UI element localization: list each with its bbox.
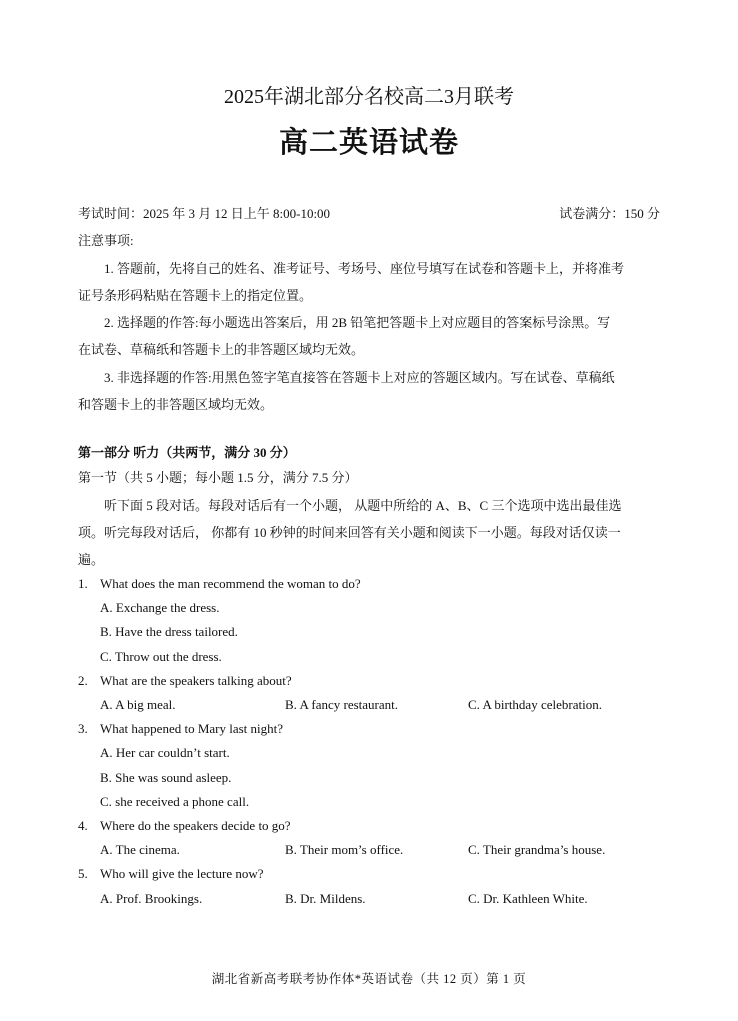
section1-heading: 第一节（共 5 小题；每小题 1.5 分，满分 7.5 分） [78,470,358,485]
answer-option: A. The cinema. [100,842,180,858]
answer-option: B. A fancy restaurant. [285,697,398,712]
question-text: Where do the speakers decide to go? [100,818,291,833]
question-text: What happened to Mary last night? [100,721,284,737]
notice-line: 3. 非选择题的作答:用黑色签字笔直接答在答题卡上对应的答题区域内。写在试卷、草稿纸 [104,370,615,385]
notices-heading: 注意事项: [78,233,134,248]
instruction-line: 项。听完每段对话后， 你都有 10 秒钟的时间来回答有关小题和阅读下一小题。每段对话仅读一 [78,525,621,540]
exam-time: 考试时间：2025 年 3 月 12 日上午 8:00-10:00 [78,206,331,221]
answer-option: C. Dr. Kathleen White. [468,890,588,906]
instruction-line: 遍。 [78,552,105,567]
notice-line: 证号条形码粘贴在答题卡上的指定位置。 [78,288,313,303]
question-text: What are the speakers talking about? [100,672,292,688]
exam-full-score: 试卷满分：150 分 [559,206,660,221]
page-footer: 湖北省新高考联考协作体*英语试卷（共 12 页）第 1 页 [211,972,527,986]
notice-line: 1. 答题前，先将自己的姓名、准考证号、考场号、座位号填写在试卷和答题卡上，并将准考 [104,261,625,276]
answer-option: A. Exchange the dress. [100,600,220,616]
answer-option: A. Prof. Brookings. [100,890,203,906]
question-number: 2. [78,672,88,688]
answer-option: C. A birthday celebration. [468,697,602,712]
notice-line: 在试卷、草稿纸和答题卡上的非答题区域均无效。 [78,342,365,357]
answer-option: B. She was sound asleep. [100,769,232,785]
exam-subtitle: 高二英语试卷 [278,127,459,159]
answer-option: C. Throw out the dress. [100,648,222,664]
answer-option: B. Have the dress tailored. [100,624,238,640]
notice-line: 2. 选择题的作答:每小题选出答案后，用 2B 铅笔把答题卡上对应题目的答案标号涂黑。写 [104,315,611,330]
answer-option: A. A big meal. [100,697,176,712]
instruction-line: 听下面 5 段对话。每段对话后有一个小题， 从题中所给的 A、B、C 三个选项中选出最佳选 [104,498,622,513]
exam-title: 2025年湖北部分名校高二3月联考 [224,86,514,108]
answer-option: B. Dr. Mildens. [285,890,366,906]
question-number: 3. [78,721,88,737]
question-text: Who will give the lecture now? [100,866,264,882]
part1-heading: 第一部分 听力（共两节，满分 30 分） [78,445,296,460]
answer-option: C. Their grandma’s house. [468,842,606,858]
answer-option: B. Their mom’s office. [285,842,404,858]
notice-line: 和答题卡上的非答题区域均无效。 [78,397,274,412]
answer-option: C. she received a phone call. [100,793,250,809]
question-number: 1. [78,576,88,591]
question-text: What does the man recommend the woman to do? [100,576,361,591]
question-number: 5. [78,866,88,882]
answer-option: A. Her car couldn’t start. [100,745,230,761]
question-number: 4. [78,818,88,833]
